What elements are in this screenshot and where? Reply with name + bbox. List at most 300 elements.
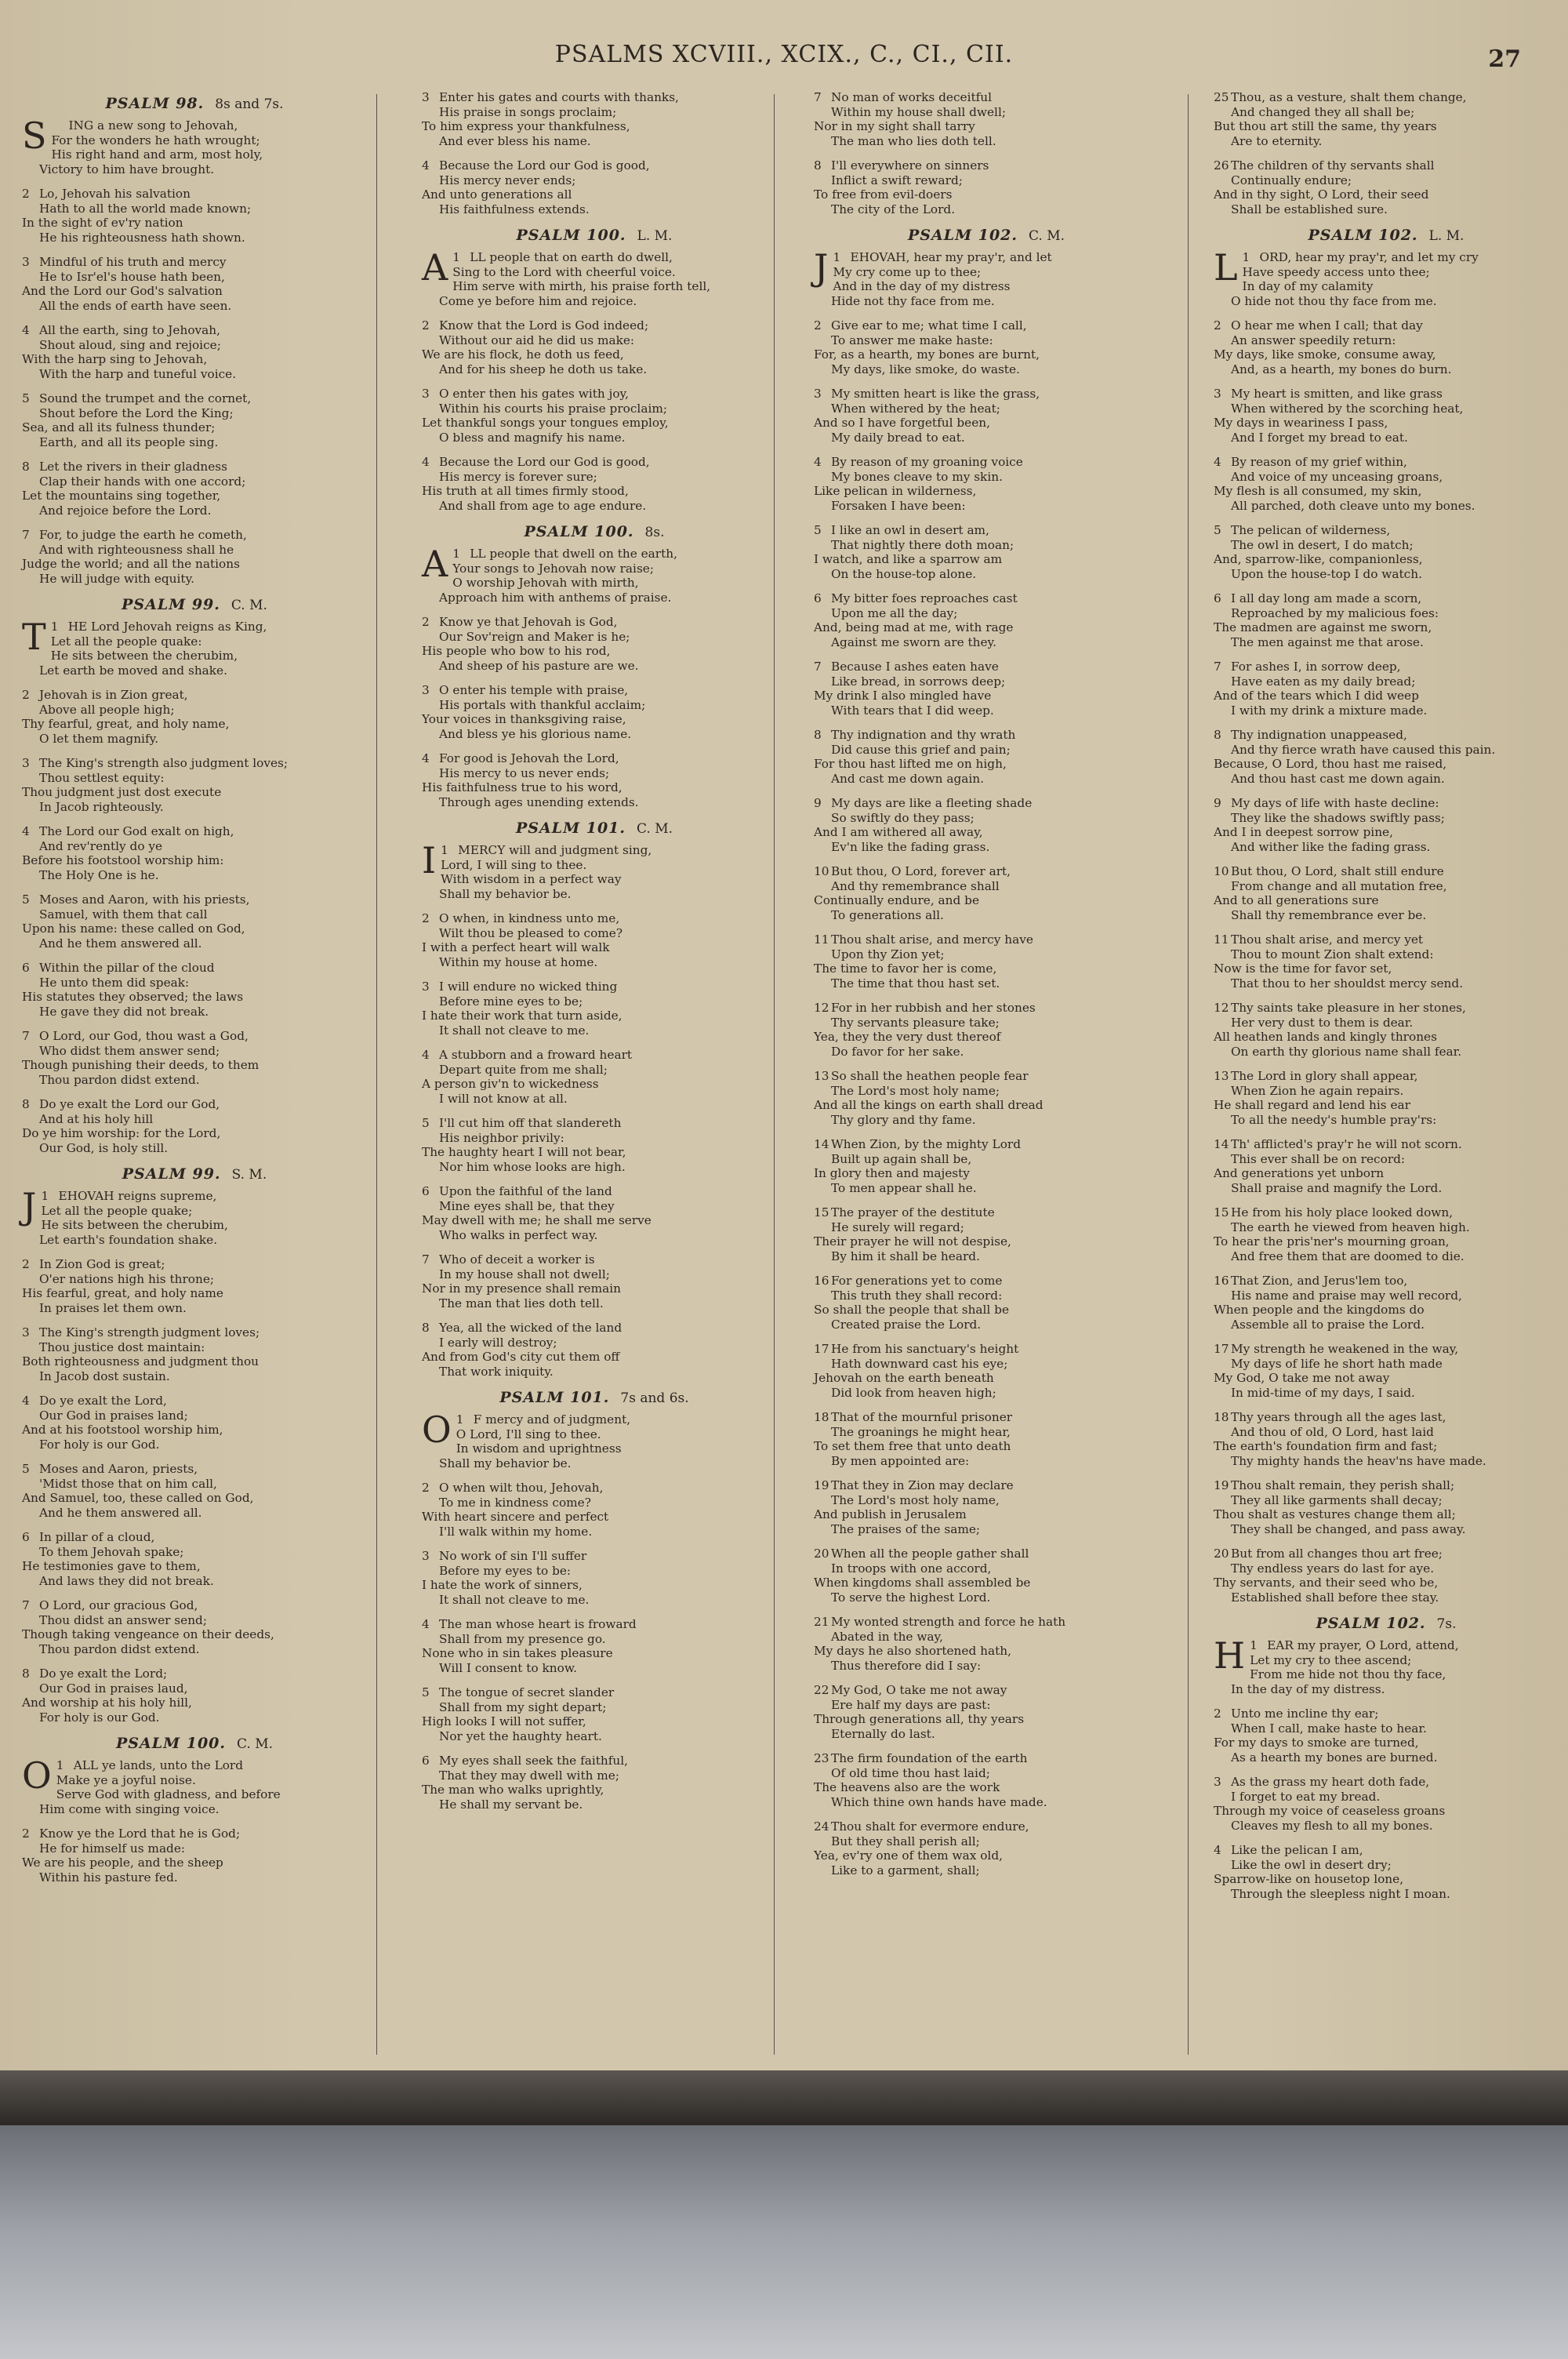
verse-line <box>1214 1493 1559 1508</box>
verse-text: Jehovah on the earth beneath <box>814 1371 994 1385</box>
verse-text: His neighbor privily: <box>439 1130 564 1145</box>
verse-text: O enter his temple with praise, <box>439 683 629 697</box>
verse-line <box>1214 1357 1559 1372</box>
verse-text: Because I ashes eaten have <box>831 660 999 674</box>
verse-text: But from all changes thou art free; <box>1231 1547 1443 1561</box>
verse-number: 10 <box>814 864 829 878</box>
psalm-number: PSALM 102. <box>1316 1615 1426 1632</box>
verse-line <box>814 279 1159 294</box>
verse <box>22 1394 367 1452</box>
verse-text: I with my drink a mixture made. <box>1231 703 1428 718</box>
verse-line <box>1214 908 1559 923</box>
drop-cap-initial: J <box>22 1185 37 1227</box>
verse-line <box>814 294 1159 309</box>
verse-text: Let earth's foundation shake. <box>39 1232 218 1247</box>
verse-text: And laws they did not break. <box>39 1573 214 1588</box>
column-rule <box>376 94 377 2055</box>
verse-line <box>814 893 1159 908</box>
verse <box>1214 158 1559 216</box>
verse-number: 26 <box>1214 158 1229 173</box>
verse-number: 3 <box>422 90 430 104</box>
verse-line <box>422 484 767 499</box>
verse-line <box>814 158 1159 173</box>
verse-text: Within my house at home. <box>439 954 598 969</box>
verse-text: In day of my calamity <box>1242 279 1374 293</box>
verse-text: This ever shall be on record: <box>1231 1151 1406 1166</box>
verse-text: Of old time thou hast laid; <box>831 1765 990 1780</box>
verse-line <box>22 489 367 503</box>
verse-line <box>1214 1098 1559 1113</box>
verse-number: 4 <box>814 455 822 469</box>
verse-line <box>422 105 767 120</box>
verse-line <box>422 1213 767 1228</box>
verse-line <box>22 839 367 854</box>
verse-line <box>22 717 367 732</box>
verse-line <box>22 663 367 678</box>
psalm-section <box>1214 227 1559 1605</box>
verse-line <box>1214 279 1559 294</box>
verse-text: Before my eyes to be: <box>439 1563 572 1578</box>
verse-text: Thy years through all the ages last, <box>1231 1410 1446 1424</box>
verse-line <box>1214 1084 1559 1099</box>
verse-line <box>1214 976 1559 991</box>
verse-line <box>814 1220 1159 1235</box>
verse-line <box>22 921 367 936</box>
verse-text: And voice of my unceasing groans, <box>1231 469 1443 484</box>
verse-text: The time to favor her is come, <box>814 961 997 976</box>
verse <box>22 756 367 814</box>
drop-cap-initial: S <box>22 114 47 157</box>
verse-text: Nor yet the haughty heart. <box>439 1728 602 1743</box>
verse-text: Our Sov'reign and Maker is he; <box>439 629 630 644</box>
verse-line <box>814 1698 1159 1713</box>
verse-number: 16 <box>1214 1274 1229 1288</box>
verse <box>422 158 767 216</box>
verse-text: And free them that are doomed to die. <box>1231 1249 1465 1263</box>
verse-number: 2 <box>22 187 30 201</box>
verse-line <box>814 538 1159 553</box>
verse-text: The man that lies doth tell. <box>439 1296 604 1310</box>
verse-text: I with a perfect heart will walk <box>422 940 610 954</box>
verse <box>1214 1205 1559 1263</box>
verse-text: And to all generations sure <box>1214 893 1379 907</box>
verse <box>422 318 767 376</box>
verse-text: Thou justice dost maintain: <box>39 1339 205 1354</box>
verse-text: Before his footstool worship him: <box>22 853 224 867</box>
verse-text: My daily bread to eat. <box>831 430 965 445</box>
verse <box>22 1325 367 1383</box>
verse-text: In Jacob righteously. <box>39 799 164 814</box>
verse-text: Thy indignation and thy wrath <box>831 728 1016 742</box>
verse-line <box>422 1063 767 1078</box>
psalm-number: PSALM 102. <box>907 227 1018 244</box>
verse-text: Continually endure, and be <box>814 893 980 907</box>
verse-text: I early will destroy; <box>439 1335 557 1350</box>
verse-line <box>814 772 1159 787</box>
verse-text: An answer speedily return: <box>1231 333 1396 347</box>
verse-line <box>1214 1289 1559 1303</box>
verse-line <box>422 1336 767 1350</box>
verse-text: Do ye him worship: for the Lord, <box>22 1126 221 1140</box>
verse-number: 1 <box>441 843 448 857</box>
verse-line <box>422 926 767 941</box>
verse-number: 4 <box>22 1394 30 1408</box>
verse <box>814 1819 1159 1877</box>
verse-line <box>814 1386 1159 1401</box>
verse-text: And worship at his holy hill, <box>22 1696 192 1710</box>
verse-text: Th' afflicted's pray'r he will not scorn. <box>1231 1137 1462 1151</box>
verse-line <box>22 1272 367 1287</box>
verse-line <box>814 1576 1159 1590</box>
verse-text: But they shall perish all; <box>831 1834 980 1848</box>
drop-cap-initial: I <box>422 839 437 881</box>
verse-text: The man who walks uprightly, <box>422 1783 604 1797</box>
verse-number: 8 <box>814 728 822 742</box>
verse-text: The Lord in glory shall appear, <box>1231 1069 1418 1083</box>
background-surface <box>0 2125 1568 2359</box>
verse-number: 6 <box>22 961 30 975</box>
verse-line <box>422 119 767 134</box>
verse-line <box>22 990 367 1005</box>
verse-line <box>1214 1342 1559 1357</box>
verse-text: Jehovah is in Zion great, <box>39 688 188 702</box>
verse-line <box>814 1425 1159 1440</box>
verse-text: Thou didst an answer send; <box>39 1612 207 1627</box>
verse-text: And changed they all shall be; <box>1231 104 1415 119</box>
verse <box>814 523 1159 581</box>
verse-line <box>814 1289 1159 1303</box>
verse-text: All the earth, sing to Jehovah, <box>39 323 221 337</box>
verse-line <box>814 1493 1159 1508</box>
verse-line <box>22 202 367 216</box>
verse-text: But thou, O Lord, shalt still endure <box>1231 864 1444 878</box>
verse-text: Shall my behavior be. <box>439 886 572 901</box>
verse-text: And ever bless his name. <box>439 133 591 148</box>
verse-line <box>422 1525 767 1539</box>
verse-text: From me hide not thou thy face, <box>1250 1667 1446 1681</box>
verse <box>22 1826 367 1885</box>
verse-number: 8 <box>22 1097 30 1111</box>
verse-number: 23 <box>814 1751 829 1765</box>
verse-text: My days are like a fleeting shade <box>831 796 1033 810</box>
verse-number: 2 <box>422 1481 430 1495</box>
psalm-number: PSALM 100. <box>516 227 626 244</box>
verse-text: He sits between the cherubim, <box>41 1218 228 1232</box>
verse-number: 7 <box>422 1252 430 1267</box>
verse-text: Give ear to me; what time I call, <box>831 318 1027 333</box>
verse <box>814 660 1159 718</box>
verse-line <box>814 499 1159 514</box>
verse-line <box>422 1228 767 1243</box>
verse-number: 3 <box>422 1549 430 1563</box>
verse-line <box>1214 1249 1559 1264</box>
verse-text: O Lord, our God, thou wast a God, <box>39 1029 249 1043</box>
verse <box>1214 1137 1559 1195</box>
verse-text: O Lord, our gracious God, <box>39 1598 198 1612</box>
verse-text: We are his people, and the sheep <box>22 1856 223 1870</box>
verse-text: Through ages unending extends. <box>439 794 639 809</box>
verse-line <box>1214 1016 1559 1030</box>
verse-text: By men appointed are: <box>831 1453 970 1468</box>
verse-line <box>422 1797 767 1812</box>
verse-number: 8 <box>422 1321 430 1335</box>
psalm-section <box>422 227 767 513</box>
verse-text: Sparrow-like on housetop lone, <box>1214 1872 1404 1886</box>
verse-text: The earth he viewed from heaven high. <box>1231 1219 1470 1234</box>
verse-text: So shall the people that shall be <box>814 1303 1010 1317</box>
verse-line <box>22 1340 367 1355</box>
verse-text: But thou art still the same, thy years <box>1214 119 1437 133</box>
verse-line <box>422 659 767 674</box>
verse-text: HE Lord Jehovah reigns as King, <box>67 620 267 634</box>
verse-line <box>422 712 767 727</box>
verse-line <box>22 1598 367 1613</box>
verse-text: Earth, and all its people sing. <box>39 434 219 449</box>
verse-line <box>422 187 767 202</box>
drop-cap-initial: O <box>22 1754 52 1797</box>
verse-text: The city of the Lord. <box>831 202 956 216</box>
psalm-heading <box>814 227 1159 244</box>
verse-line <box>814 976 1159 991</box>
verse-line <box>814 1863 1159 1878</box>
verse-text: Reproached by my malicious foes: <box>1231 605 1439 620</box>
verse <box>1214 864 1559 922</box>
verse-text: Shall thy remembrance ever be. <box>1231 907 1427 922</box>
verse-text: None who in sin takes pleasure <box>422 1646 613 1660</box>
verse-line <box>22 1005 367 1020</box>
verse-text: And in thy sight, O Lord, their seed <box>1214 187 1429 202</box>
verse-number: 5 <box>422 1116 430 1130</box>
column-1 <box>22 90 367 1895</box>
verse-text: That they in Zion may declare <box>831 1478 1014 1492</box>
verse-text: He shall my servant be. <box>439 1797 583 1812</box>
verse-line <box>422 158 767 173</box>
verse-text: He unto them did speak: <box>39 975 190 990</box>
verse-text: His fearful, great, and holy name <box>22 1286 223 1300</box>
verse-line <box>814 1045 1159 1060</box>
verse-number: 1 <box>1242 250 1250 264</box>
column-rule <box>774 94 775 2055</box>
verse-line <box>22 1126 367 1141</box>
verse-line <box>422 1593 767 1608</box>
verse-text: Serve God with gladness, and before <box>56 1787 281 1801</box>
verse-text: By reason of my groaning voice <box>831 455 1023 469</box>
verse-text: His mercy to us never ends; <box>439 765 610 780</box>
verse-line <box>814 1834 1159 1849</box>
verse-text: Upon his name: these called on God, <box>22 921 245 936</box>
verse <box>814 1683 1159 1741</box>
verse-line <box>22 187 367 202</box>
verse <box>1214 1707 1559 1765</box>
verse-text: Created praise the Lord. <box>831 1317 982 1332</box>
verse-number: 11 <box>1214 932 1229 947</box>
verse-text: Shall from my sight depart; <box>439 1699 607 1714</box>
verse <box>814 1001 1159 1059</box>
verse-text: My wonted strength and force he hath <box>831 1615 1066 1629</box>
verse-text: Upon the house-top I do watch. <box>1231 566 1422 581</box>
verse-line <box>422 1365 767 1379</box>
verse-text: His statutes they observed; the laws <box>22 990 244 1004</box>
verse-number: 1 <box>833 250 841 264</box>
psalm-meter: 7s. <box>1436 1616 1457 1632</box>
verse-line <box>1214 119 1559 134</box>
verse <box>422 1184 767 1242</box>
verse-number: 5 <box>22 391 30 405</box>
verse-line <box>814 674 1159 689</box>
verse-text: With the harp and tuneful voice. <box>39 366 237 381</box>
verse <box>22 1598 367 1656</box>
verse-line <box>814 1098 1159 1113</box>
verse-text: Like to a garment, shall; <box>831 1863 980 1877</box>
verse-line <box>1214 1371 1559 1386</box>
verse-number: 3 <box>422 387 430 401</box>
verse-line <box>22 756 367 771</box>
verse <box>422 1252 767 1310</box>
verse <box>814 455 1159 513</box>
verse-text: His mercy never ends; <box>439 173 576 187</box>
verse-text: And so I have forgetful been, <box>814 416 990 430</box>
verse-text: Like the owl in desert dry; <box>1231 1857 1392 1872</box>
verse-line <box>422 576 767 591</box>
verse-text: Like bread, in sorrows deep; <box>831 674 1006 689</box>
verse-line <box>814 1249 1159 1264</box>
verse-line <box>422 265 767 280</box>
verse-text: Though taking vengeance on their deeds, <box>22 1627 274 1641</box>
verse-text: And wither like the fading grass. <box>1231 839 1431 854</box>
verse-line <box>22 703 367 718</box>
verse-line <box>22 1394 367 1408</box>
verse-text: And I am withered all away, <box>814 825 983 839</box>
psalm-number: PSALM 100. <box>524 523 634 540</box>
verse-line <box>814 1084 1159 1099</box>
page-number: 27 <box>1488 45 1521 73</box>
psalm-meter: S. M. <box>231 1167 267 1183</box>
verse-line <box>1214 387 1559 402</box>
verse-text: Who walks in perfect way. <box>439 1227 598 1242</box>
verse-number: 14 <box>814 1137 829 1151</box>
verse-text: I will endure no wicked thing <box>439 980 618 994</box>
verse <box>1214 90 1559 148</box>
verse-text: And the Lord our God's salvation <box>22 284 223 298</box>
verse-text: He his righteousness hath shown. <box>39 230 245 245</box>
verse-text: In troops with one accord, <box>831 1561 992 1576</box>
verse-line <box>22 649 367 663</box>
verse <box>814 1069 1159 1127</box>
verse-text: For good is Jehovah the Lord, <box>439 751 619 765</box>
verse-number: 1 <box>452 547 460 561</box>
verse-text: For holy is our God. <box>39 1710 160 1725</box>
drop-cap-initial: O <box>422 1408 452 1451</box>
verse-line <box>422 347 767 362</box>
verse-text: He shall regard and lend his ear <box>1214 1098 1410 1112</box>
verse-text: Who of deceit a worker is <box>439 1252 595 1267</box>
verse-text: O worship Jehovah with mirth, <box>452 576 639 590</box>
verse-number: 5 <box>1214 523 1221 537</box>
verse-text: Thou pardon didst extend. <box>39 1641 200 1656</box>
verse-line <box>422 698 767 713</box>
verse <box>22 1462 367 1520</box>
verse-text: Abated in the way, <box>831 1629 944 1644</box>
verse-line <box>814 1727 1159 1742</box>
verse-line <box>422 279 767 294</box>
verse-text: And all the kings on earth shall dread <box>814 1098 1044 1112</box>
verse-text: Thou shalt as vestures change them all; <box>1214 1507 1456 1521</box>
verse-line <box>1214 864 1559 879</box>
verse <box>814 1137 1159 1195</box>
verse-line <box>22 338 367 353</box>
verse-line <box>22 406 367 421</box>
verse-text: Thy glory and thy fame. <box>831 1112 976 1127</box>
drop-cap-initial: T <box>22 616 46 658</box>
verse-line <box>1214 840 1559 855</box>
verse-text: Let the mountains sing together, <box>22 489 221 503</box>
verse-text: In mid-time of my days, I said. <box>1231 1385 1415 1400</box>
verse-text: O let them magnify. <box>39 731 159 746</box>
verse-line <box>814 202 1159 217</box>
verse-line <box>1214 1205 1559 1220</box>
verse-text: To set them free that unto death <box>814 1439 1011 1453</box>
column-2 <box>422 90 767 1822</box>
verse-line <box>1214 728 1559 743</box>
verse-text: Shall my behavior be. <box>439 1456 572 1470</box>
verse-line <box>22 367 367 382</box>
drop-cap-initial: A <box>422 543 448 585</box>
psalm-section <box>1214 90 1559 216</box>
verse-text: And, being mad at me, with rage <box>814 620 1014 634</box>
verse-text: And I in deepest sorrow pine, <box>1214 825 1393 839</box>
verse-line <box>422 994 767 1009</box>
psalm-heading <box>422 523 767 540</box>
verse-text: Yea, they the very dust thereof <box>814 1030 1001 1044</box>
verse-line <box>422 1768 767 1783</box>
verse-line <box>814 1780 1159 1795</box>
verse-text: The man whose heart is froward <box>439 1617 637 1631</box>
verse-text: Know ye the Lord that he is God; <box>39 1826 241 1841</box>
verse <box>22 1530 367 1588</box>
verse-text: When withered by the heat; <box>831 401 1000 416</box>
verse-line <box>1214 1682 1559 1697</box>
verse-number: 2 <box>422 911 430 925</box>
verse-line <box>1214 772 1559 787</box>
verse-line <box>22 147 367 162</box>
verse-text: And generations yet unborn <box>1214 1166 1385 1180</box>
psalm-section <box>1214 1615 1559 1901</box>
verse-line <box>422 955 767 970</box>
verse-number: 7 <box>22 1029 30 1043</box>
verse-line <box>22 1613 367 1628</box>
verse-number: 8 <box>1214 728 1221 742</box>
verse-text: My bones cleave to my skin. <box>831 469 1003 484</box>
verse-text: The King's strength judgment loves; <box>39 1325 260 1339</box>
verse-line <box>1214 1736 1559 1750</box>
verse <box>1214 1274 1559 1332</box>
verse-line <box>422 1252 767 1267</box>
verse-line <box>1214 523 1559 538</box>
verse-number: 17 <box>1214 1342 1229 1356</box>
verse <box>814 1342 1159 1400</box>
verse-line <box>814 90 1159 105</box>
verse-text: It shall not cleave to me. <box>439 1023 590 1038</box>
verse-text: In pillar of a cloud, <box>39 1530 155 1544</box>
verse-line <box>1214 893 1559 908</box>
verse-text: He will judge with equity. <box>39 571 195 586</box>
verse-line <box>22 1257 367 1272</box>
verse-line <box>1214 1721 1559 1736</box>
verse-text: O hide not thou thy face from me. <box>1231 293 1437 308</box>
verse-line <box>22 1408 367 1423</box>
verse-text: To them Jehovah spake; <box>39 1544 184 1559</box>
verse-text: To generations all. <box>831 907 944 922</box>
